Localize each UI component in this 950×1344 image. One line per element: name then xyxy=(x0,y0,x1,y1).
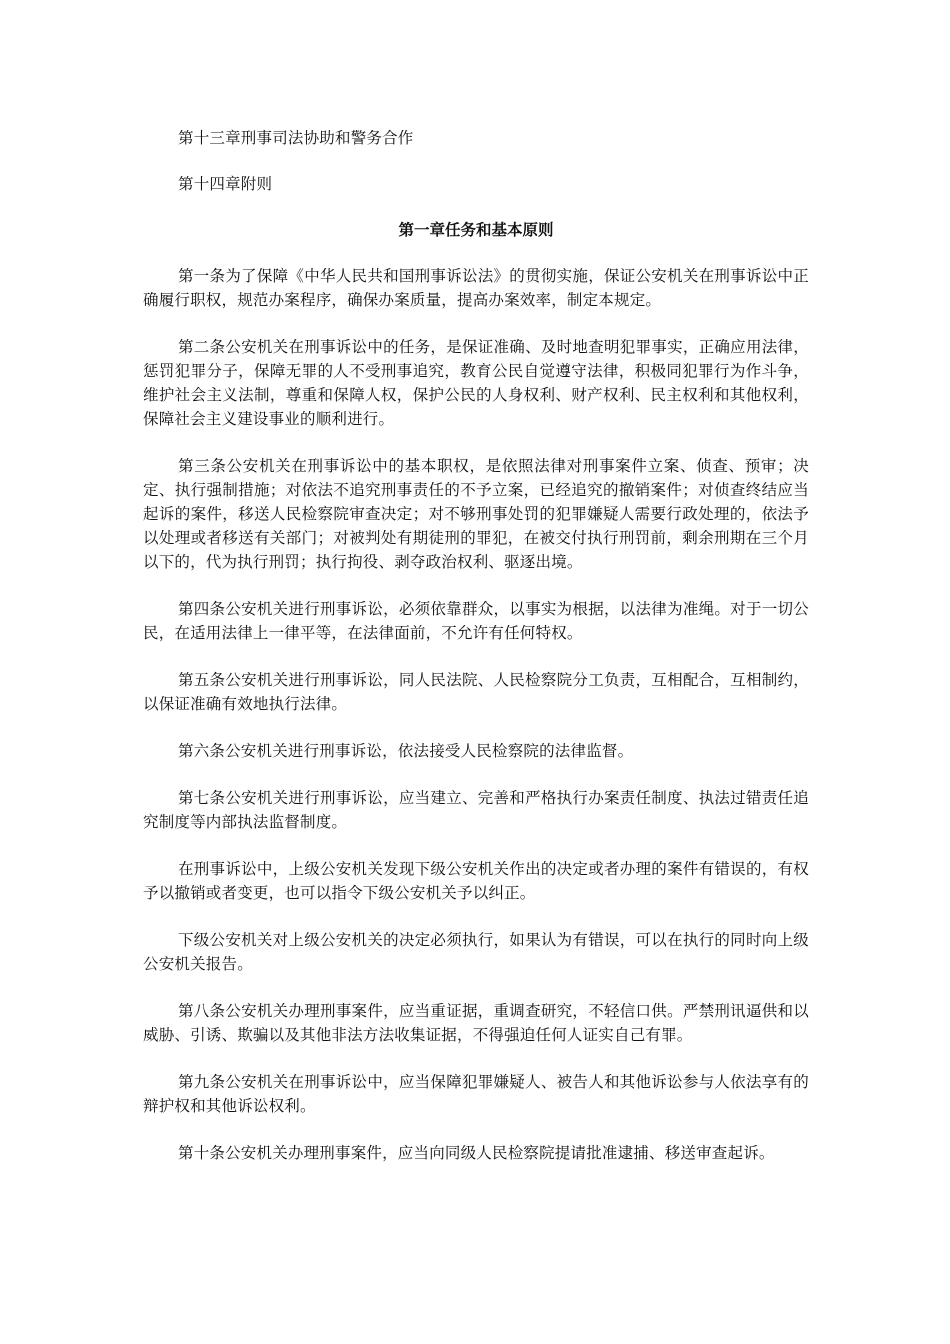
article-10: 第十条公安机关办理刑事案件，应当向同级人民检察院提请批准逮捕、移送审查起诉。 xyxy=(178,1144,775,1162)
article-2: 第二条公安机关在刑事诉讼中的任务，是保证准确、及时地查明犯罪事实，正确应用法律，惩罚犯罪分子，保障无罪的人不受刑事追究，教育公民自觉遵守法律，积极同犯罪行为作斗争，维护社会主义法制，尊重和保障人权，保护公民的人身权利、财产权利、民主权利和其他权利，保障社会主义建设事业的顺利进行。 xyxy=(143,338,809,428)
toc-item-chapter-14: 第十四章附则 xyxy=(178,175,273,193)
document-page xyxy=(143,126,809,1188)
article-5: 第五条公安机关进行刑事诉讼，同人民法院、人民检察院分工负责，互相配合，互相制约，以保证准确有效地执行法律。 xyxy=(143,671,809,713)
article-7: 第七条公安机关进行刑事诉讼，应当建立、完善和严格执行办案责任制度、执法过错责任追究制度等内部执法监督制度。 xyxy=(143,789,809,831)
article-6: 第六条公安机关进行刑事诉讼，依法接受人民检察院的法律监督。 xyxy=(178,742,634,760)
article-7-clause-2: 在刑事诉讼中，上级公安机关发现下级公安机关作出的决定或者办理的案件有错误的，有权予以撤销或者变更，也可以指令下级公安机关予以纠正。 xyxy=(143,860,809,902)
article-7-clause-3: 下级公安机关对上级公安机关的决定必须执行，如果认为有错误，可以在执行的同时向上级公安机关报告。 xyxy=(143,931,809,973)
article-3: 第三条公安机关在刑事诉讼中的基本职权，是依照法律对刑事案件立案、侦查、预审；决定、执行强制措施；对依法不追究刑事责任的不予立案，已经追究的撤销案件；对侦查终结应当起诉的案件，移送人民检察院审查决定；对不够刑事处罚的犯罪嫌疑人需要行政处理的，依法予以处理或者移送有关部门；对被判处有期徒刑的罪犯，在被交付执行刑罚前，剩余刑期在三个月以下的，代为执行刑罚；执行拘役、剥夺政治权利、驱逐出境。 xyxy=(143,457,809,571)
article-9: 第九条公安机关在刑事诉讼中，应当保障犯罪嫌疑人、被告人和其他诉讼参与人依法享有的辩护权和其他诉讼权利。 xyxy=(143,1073,809,1115)
toc-item-chapter-13: 第十三章刑事司法协助和警务合作 xyxy=(178,129,414,147)
article-4: 第四条公安机关进行刑事诉讼，必须依靠群众，以事实为根据，以法律为准绳。对于一切公民，在适用法律上一律平等，在法律面前，不允许有任何特权。 xyxy=(143,600,809,642)
chapter-title: 第一章任务和基本原则 xyxy=(398,220,554,239)
article-1: 第一条为了保障《中华人民共和国刑事诉讼法》的贯彻实施，保证公安机关在刑事诉讼中正确履行职权，规范办案程序，确保办案质量，提高办案效率，制定本规定。 xyxy=(143,267,809,309)
article-8: 第八条公安机关办理刑事案件，应当重证据，重调查研究，不轻信口供。严禁刑讯逼供和以威胁、引诱、欺骗以及其他非法方法收集证据，不得强迫任何人证实自己有罪。 xyxy=(143,1002,809,1044)
